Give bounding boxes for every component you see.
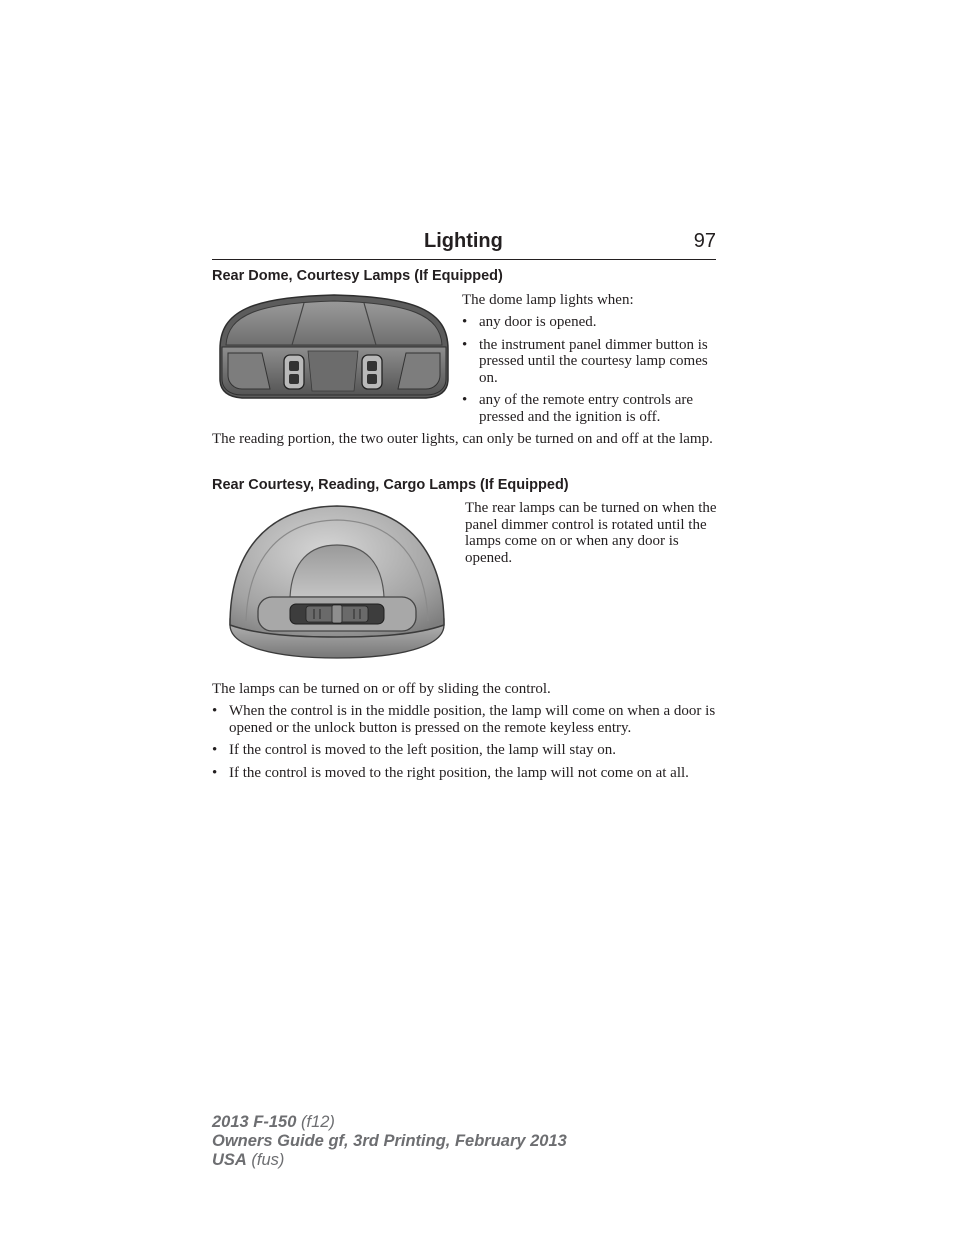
section2-intro: The lamps can be turned on or off by sliding the control. <box>212 681 551 697</box>
list-item: • When the control is in the middle position, the lamp will come on when a door is opened or the unlock button is pressed on the remote keyless entry. <box>212 703 716 736</box>
section2-heading: Rear Courtesy, Reading, Cargo Lamps (If Equipped) <box>212 477 569 493</box>
list-item: • any of the remote entry controls are pressed and the ignition is off. <box>462 392 694 425</box>
section2-bullet-list <box>212 703 718 781</box>
list-item: • If the control is moved to the right position, the lamp will not come on at all. <box>212 764 689 781</box>
section1-heading: Rear Dome, Courtesy Lamps (If Equipped) <box>212 268 503 284</box>
section1-bullet-list <box>462 314 722 425</box>
page-footer <box>212 1113 567 1170</box>
footer-line-model: 2013 F-150 (f12) <box>212 1113 335 1131</box>
footer-line-market: USA (fus) <box>212 1151 285 1169</box>
rear-cargo-lamp-illustration <box>226 503 448 661</box>
page-number: 97 <box>693 230 716 252</box>
list-item: • the instrument panel dimmer button is pressed until the courtesy lamp comes on. <box>462 336 708 386</box>
section1-note: The reading portion, the two outer lights, can only be turned on and off at the lamp. <box>212 431 713 447</box>
section-title: Lighting <box>424 230 503 252</box>
section2-side-text: The rear lamps can be turned on when the panel dimmer control is rotated until the lamps come on or when any door is opened. <box>465 500 717 566</box>
list-item: • any door is opened. <box>462 314 597 330</box>
section1-intro: The dome lamp lights when: <box>462 292 634 308</box>
rear-dome-lamp-illustration <box>212 291 456 401</box>
list-item: • If the control is moved to the left position, the lamp will stay on. <box>212 742 617 758</box>
footer-line-printing: Owners Guide gf, 3rd Printing, February 2013 <box>212 1132 567 1150</box>
page-header <box>212 228 716 260</box>
